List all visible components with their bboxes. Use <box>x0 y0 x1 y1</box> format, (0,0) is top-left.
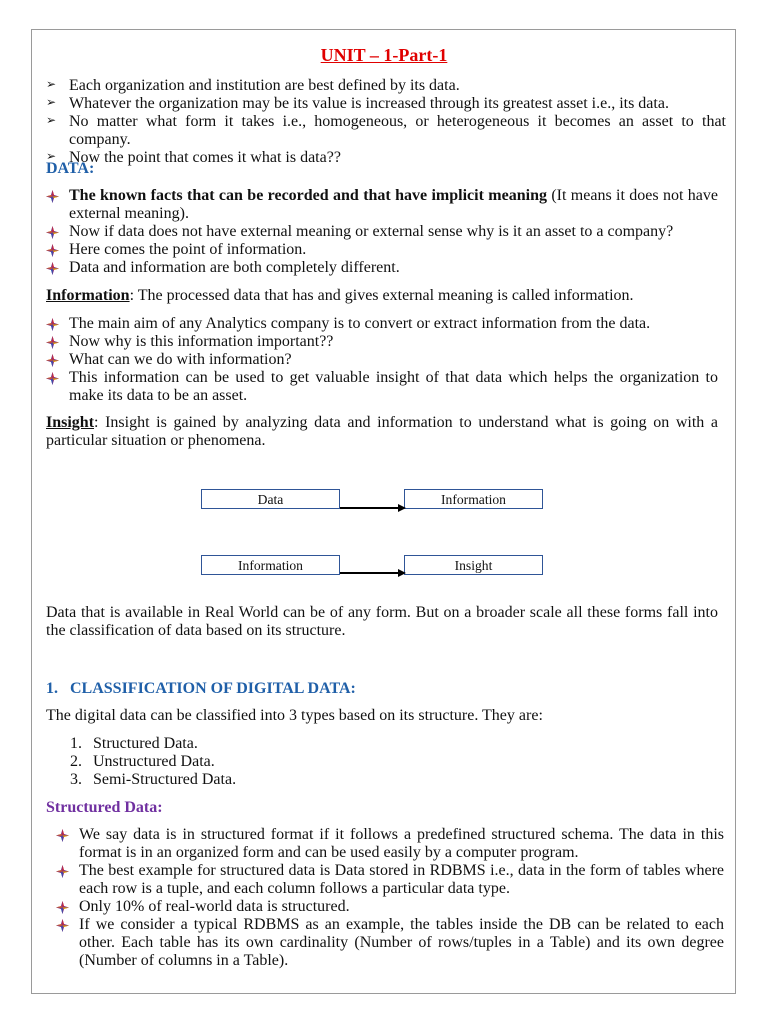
diagram-box-data: Data <box>201 489 340 509</box>
star-bullet-icon <box>46 372 59 385</box>
star-bullet-icon <box>56 829 69 842</box>
list-item: ➢ Now the point that comes it what is data?? <box>46 149 341 166</box>
star-bullet-icon <box>46 318 59 331</box>
list-item: This information can be used to get valuable insight of that data which helps the organization to make its data to be an asset. <box>46 369 718 405</box>
arrow-bullet-icon: ➢ <box>46 113 57 127</box>
list-item: ➢ Whatever the organization may be its value is increased through its greatest asset i.e., its data. <box>46 95 669 112</box>
classification-intro: The digital data can be classified into 3 types based on its structure. They are: <box>46 707 543 724</box>
star-bullet-icon <box>56 865 69 878</box>
list-item: If we consider a typical RDBMS as an example, the tables inside the DB can be related to each other. Each table has its own cardinality (Number of rows/tuples in a Table) and its own degree (Number of columns in a Table). <box>56 916 724 970</box>
star-bullet-icon <box>46 354 59 367</box>
diagram-box-information: Information <box>404 489 543 509</box>
arrow-bullet-icon: ➢ <box>46 149 57 163</box>
list-item: What can we do with information? <box>46 351 718 369</box>
list-item: Data and information are both completely different. <box>46 259 718 277</box>
structured-data-heading: Structured Data: <box>46 799 163 816</box>
star-bullet-icon <box>46 190 59 203</box>
list-item: 1. Structured Data. <box>70 735 198 752</box>
list-item: The known facts that can be recorded and that have implicit meaning (It means it does not have external meaning). <box>46 187 718 223</box>
list-item: Now if data does not have external meaning or external sense why is it an asset to a company? <box>46 223 718 241</box>
info-bullet-list <box>46 315 718 405</box>
list-item: ➢ No matter what form it takes i.e., homogeneous, or heterogeneous it becomes an asset to that company. <box>46 113 726 148</box>
real-world-paragraph: Data that is available in Real World can be of any form. But on a broader scale all these forms fall into the classification of data based on its structure. <box>46 604 718 639</box>
list-item: Now why is this information important?? <box>46 333 718 351</box>
arrow-right-icon <box>340 567 406 579</box>
classification-heading: 1. CLASSIFICATION OF DIGITAL DATA: <box>46 680 356 697</box>
data-bullet-list <box>46 187 718 277</box>
diagram-box-information-2: Information <box>201 555 340 575</box>
structured-bullet-list <box>56 826 724 970</box>
star-bullet-icon <box>46 226 59 239</box>
star-bullet-icon <box>56 901 69 914</box>
arrow-bullet-icon: ➢ <box>46 95 57 109</box>
list-item: ➢ Each organization and institution are best defined by its data. <box>46 77 460 94</box>
page-title: UNIT – 1-Part-1 <box>320 45 448 65</box>
arrow-right-icon <box>340 502 406 514</box>
diagram-box-insight: Insight <box>404 555 543 575</box>
star-bullet-icon <box>56 919 69 932</box>
star-bullet-icon <box>46 336 59 349</box>
star-bullet-icon <box>46 244 59 257</box>
list-item: The best example for structured data is Data stored in RDBMS i.e., data in the form of tables where each row is a tuple, and each column follows a particular data type. <box>56 862 724 898</box>
star-bullet-icon <box>46 262 59 275</box>
intro-bullet-list <box>46 77 726 167</box>
list-item: Only 10% of real-world data is structured. <box>56 898 724 916</box>
information-definition: Information: The processed data that has and gives external meaning is called information. <box>46 287 634 304</box>
list-item: We say data is in structured format if it follows a predefined structured schema. The data in this format is in an organized form and can be used easily by a computer program. <box>56 826 724 862</box>
list-item: Here comes the point of information. <box>46 241 718 259</box>
list-item: 3. Semi-Structured Data. <box>70 771 237 788</box>
data-heading: DATA: <box>46 160 95 177</box>
list-item: 2. Unstructured Data. <box>70 753 215 770</box>
list-item: The main aim of any Analytics company is to convert or extract information from the data. <box>46 315 718 333</box>
arrow-bullet-icon: ➢ <box>46 77 57 91</box>
insight-definition: Insight: Insight is gained by analyzing data and information to understand what is going on with a particular situation or phenomena. <box>46 414 718 449</box>
types-list <box>70 735 236 789</box>
